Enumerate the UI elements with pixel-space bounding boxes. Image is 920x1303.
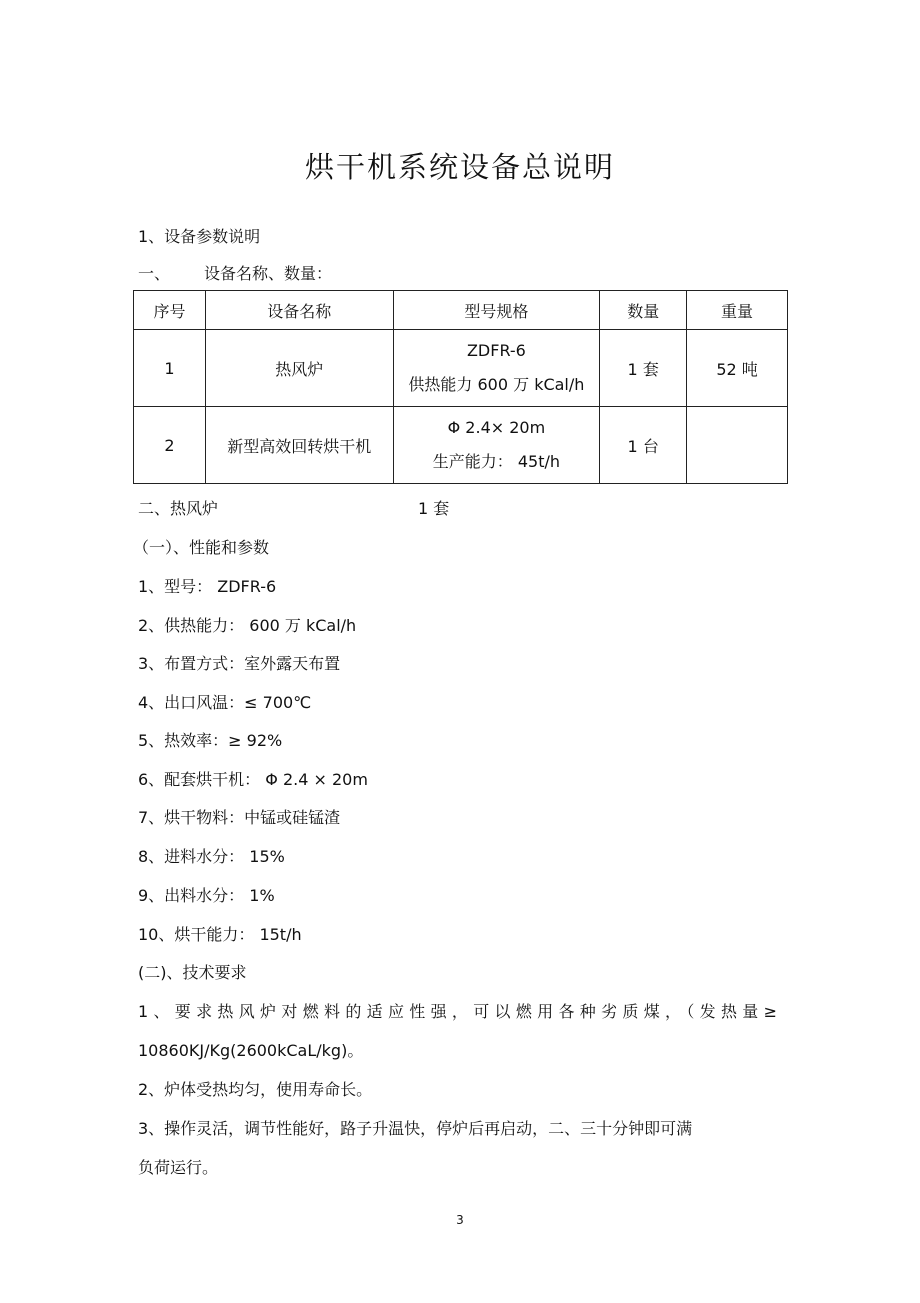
page-number: 3 xyxy=(456,1213,464,1227)
param-item: 6、配套烘干机： Φ 2.4 × 20m xyxy=(138,770,368,789)
section-heading-1: 1、设备参数说明 xyxy=(138,227,261,246)
tech-item-2: 2、炉体受热均匀，使用寿命长。 xyxy=(138,1080,373,1099)
table-header-row xyxy=(134,291,788,330)
param-item: 5、热效率：≥ 92% xyxy=(138,731,283,750)
header-cell-spec: 型号规格 xyxy=(393,291,600,330)
cell-spec-line-1: ZDFR-6 xyxy=(466,341,526,360)
page-title: 烘干机系统设备总说明 xyxy=(304,150,615,184)
subsection-text: 设备名称、数量： xyxy=(204,264,333,283)
cell-name: 热风炉 xyxy=(205,330,393,407)
param-item: 4、出口风温：≤ 700℃ xyxy=(138,693,312,712)
cell-spec-line-2: 生产能力： 45t/h xyxy=(432,452,561,471)
equipment-table xyxy=(133,290,788,484)
table-row xyxy=(134,407,788,484)
cell-qty: 1 台 xyxy=(600,407,687,484)
cell-spec-line-1: Φ 2.4× 20m xyxy=(447,418,546,437)
cell-no: 2 xyxy=(134,407,206,484)
cell-spec xyxy=(393,407,600,484)
param-item: 10、烘干能力： 15t/h xyxy=(138,925,302,944)
perf-heading: （一）、性能和参数 xyxy=(133,538,270,557)
tech-item-3-line-2: 负荷运行。 xyxy=(138,1158,219,1177)
cell-name: 新型高效回转烘干机 xyxy=(205,407,393,484)
subsection-heading-1 xyxy=(138,264,332,284)
header-cell-name: 设备名称 xyxy=(205,291,393,330)
header-cell-qty: 数量 xyxy=(600,291,687,330)
cell-qty: 1 套 xyxy=(600,330,687,407)
subsection-label: 二、热风炉 xyxy=(138,499,219,518)
header-cell-weight: 重量 xyxy=(687,291,788,330)
cell-weight: 52 吨 xyxy=(687,330,788,407)
subsection-qty: 1 套 xyxy=(418,499,450,518)
tech-heading: (二)、技术要求 xyxy=(138,963,247,982)
param-item: 9、出料水分： 1% xyxy=(138,886,275,905)
cell-spec xyxy=(393,330,600,407)
cell-weight xyxy=(687,407,788,484)
tech-item-1-line-1: 1、要求热风炉对燃料的适应性强，可以燃用各种劣质煤，（发热量≥ xyxy=(138,1002,780,1021)
param-item: 2、供热能力： 600 万 kCal/h xyxy=(138,616,357,635)
subsection-heading-2 xyxy=(138,499,449,519)
tech-item-1-line-2: 10860KJ/Kg(2600kCaL/kg)。 xyxy=(138,1041,364,1060)
tech-item-3-line-1: 3、操作灵活，调节性能好，路子升温快，停炉后再启动，二、三十分钟即可满 xyxy=(138,1119,693,1138)
table-row xyxy=(134,330,788,407)
param-item: 7、烘干物料：中锰或硅锰渣 xyxy=(138,808,341,827)
subsection-prefix: 一、 xyxy=(138,264,171,283)
param-item: 8、进料水分： 15% xyxy=(138,847,285,866)
param-item: 3、布置方式：室外露天布置 xyxy=(138,654,341,673)
cell-no: 1 xyxy=(134,330,206,407)
cell-spec-line-2: 供热能力 600 万 kCal/h xyxy=(408,375,585,394)
param-item: 1、型号： ZDFR-6 xyxy=(138,577,277,596)
header-cell-no: 序号 xyxy=(134,291,206,330)
